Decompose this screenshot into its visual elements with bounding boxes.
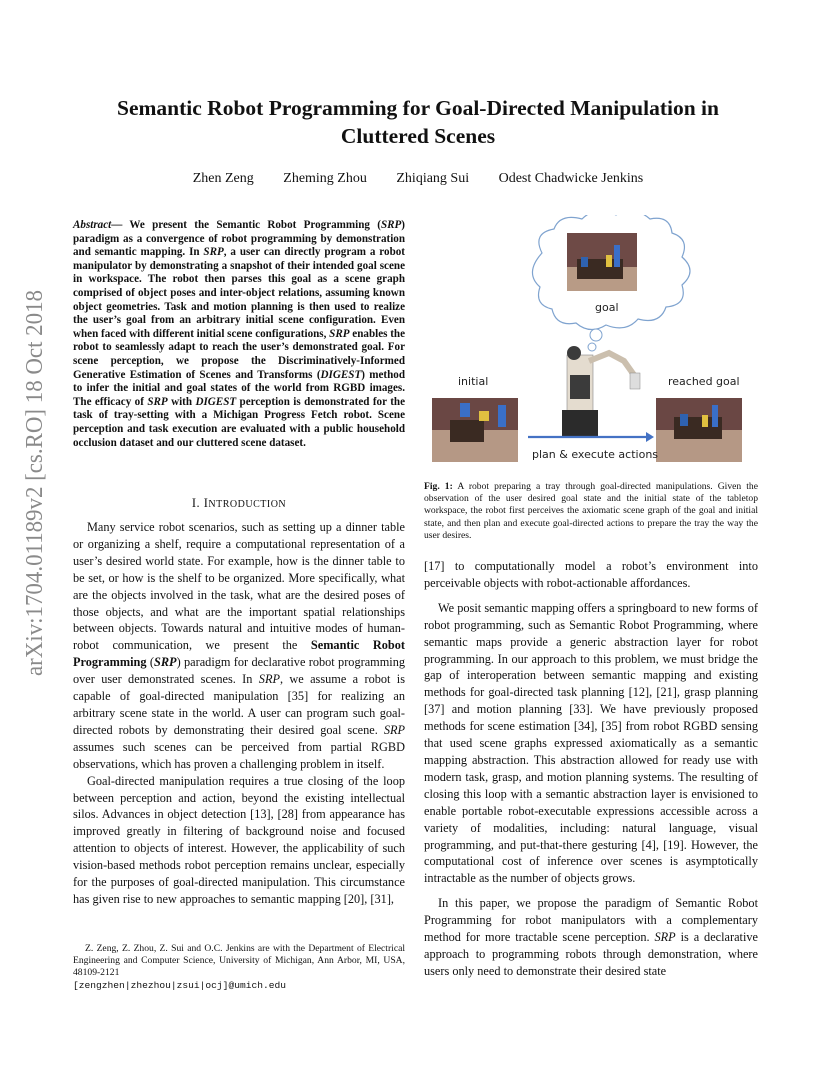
paragraph: In this paper, we propose the paradigm of Semantic Robot Programming for robot manipulators with a complementary method for more tractable scene perception. SRP is a declarative approach to programming robots through demonstration, where users only need to demonstrate their desired state xyxy=(424,896,758,978)
figure-label-arrow: plan & execute actions xyxy=(532,448,659,461)
author-name: Odest Chadwicke Jenkins xyxy=(498,171,644,186)
paper-title xyxy=(60,94,776,150)
goal-scene-photo xyxy=(567,233,637,291)
author-name: Zheming Zhou xyxy=(283,171,367,186)
figure-1-caption xyxy=(424,481,758,542)
paragraph: Many service robot scenarios, such as setting up a dinner table or organizing a shelf, require a computational representation of a user’s desired world state. For example, how is the dinner table to be set, or how is the shelf to be organized. More specifically, what are the objects involved in the task, what are the desired poses of those objects, and what are the important spatial relationships between objects. Towards natural and intuitive modes of human-robot communication, we present the Semantic Robot Programming (SRP) paradigm for declarative robot programming over user demonstrated scenes. In SRP, we assume a robot is capable of goal-directed manipulation [35] for realizing an arbitrary scene state in the world. A user can program such goal-directed robots by demonstrating their desired goal scene. SRP assumes such scenes can be perceived from partial RGBD observations, which has proven a challenging problem in itself. xyxy=(73,520,405,771)
figure-label-initial: initial xyxy=(458,375,489,388)
footnote-emails: [zengzhen|zhezhou|zsui|ocj]@umich.edu xyxy=(73,979,287,991)
figure-1-illustration xyxy=(424,215,758,465)
reached-goal-photo xyxy=(656,398,742,462)
author-list xyxy=(60,171,776,187)
thought-bubble xyxy=(590,329,602,341)
paper-title-line1: Semantic Robot Programming for Goal-Directed Manipulation in xyxy=(117,96,719,120)
figure-1 xyxy=(424,215,758,465)
thought-bubble xyxy=(588,343,596,351)
paragraph: We posit semantic mapping offers a springboard to new forms of robot programming, such as Semantic Robot Programming, where semantic maps provide a generic abstraction layer for robot programming. In our approach to this problem, we must bridge the gap of interoperation between semantic mapping and existing methods for goal-directed task planning [12], [21], grasp planning [37] and motion planning [33]. We have previously proposed methods for scene estimation [34], [35] from robot RGBD sensing that used scene graphs expressed axiomatically as a semantic mapping abstraction. This abstraction allowed for ready use with modern task, grasp, and motion planning systems. The resulting of closing this loop with a semantic abstraction layer is envisioned to enable portable robot-executable expressions accessible across a variety of modalities, including: natural language, visual programming, and put-that-there gesturing [4], [19]. However, the computational cost of inference over scenes is asymptotically intractable as the number of objects grows. xyxy=(424,600,758,886)
footnote-text: Z. Zeng, Z. Zhou, Z. Sui and O.C. Jenkins are with the Department of Electrical Engineering and Computer Science, University of Michigan, Ann Arbor, MI, USA, 48109-2121 xyxy=(73,943,405,979)
figure-label-reached-goal: reached goal xyxy=(668,375,740,388)
paragraph: [17] to computationally model a robot’s environment into perceivable objects with robot-actionable affordances. xyxy=(424,559,758,590)
arxiv-identifier xyxy=(8,288,52,678)
intro-left-column xyxy=(73,519,405,908)
author-name: Zhen Zeng xyxy=(192,171,254,186)
author-name: Zhiqiang Sui xyxy=(396,171,470,186)
abstract-label: Abstract xyxy=(73,219,112,231)
fetch-robot xyxy=(562,346,640,436)
arxiv-identifier-text: arXiv:1704.01189v2 [cs.RO] 18 Oct 2018 xyxy=(22,288,48,676)
figure-label-goal: goal xyxy=(595,301,619,314)
abstract-text: We present the Semantic Robot Programming (SRP) paradigm as a convergence of robot programming by demonstration and semantic mapping. In SRP, a user can directly program a robot manipulator by demonstrating a snapshot of their intended goal scene in workspace. The robot then parses this goal as a scene graph comprised of object poses and inter-object relations, assuming known object geometries. Task and motion planning is then used to realize the user’s goal from an arbitrary initial scene configuration. Even when faced with different initial scene configurations, SRP enables the robot to seamlessly adapt to reach the user’s demonstrated goal. For scene perception, we propose the Discriminatively-Informed Generative Estimation of Scenes and Transforms (DIGEST) method to infer the initial and goal states of the world from RGBD images. The efficacy of SRP with DIGEST perception is demonstrated for the task of tray-setting with a Michigan Progress Fetch robot. Scene perception and task execution are evaluated with a public household occlusion dataset and our cluttered scene dataset. xyxy=(73,219,406,449)
caption-label: Fig. 1: xyxy=(424,481,453,492)
affiliation-footnote xyxy=(73,943,405,992)
abstract: Abstract— We present the Semantic Robot Programming (SRP) paradigm as a convergence of robot programming by demonstration and semantic mapping. In SRP, a user can directly program a robot manipulator by demonstrating a snapshot of their intended goal scene in workspace. The robot then parses this goal as a scene graph comprised of object poses and inter-object relations, assuming known object geometries. Task and motion planning is then used to realize the user’s goal from an arbitrary initial scene configuration. Even when faced with different initial scene configurations, SRP enables the robot to seamlessly adapt to reach the user’s demonstrated goal. For scene perception, we propose the Discriminatively-Informed Generative Estimation of Scenes and Transforms (DIGEST) method to infer the initial and goal states of the world from RGBD images. The efficacy of SRP with DIGEST perception is demonstrated for the task of tray-setting with a Michigan Progress Fetch robot. Scene perception and task execution are evaluated with a public household occlusion dataset and our cluttered scene dataset. xyxy=(73,219,406,449)
intro-right-column xyxy=(424,558,758,980)
paragraph: Goal-directed manipulation requires a true closing of the loop between perception and action, beyond the existing intellectual silos. Advances in object detection [13], [28] from appearance has improved greatly in filtering of background noise and focused attention to objects of interest. However, the applicability of such vision-based methods robot perception remains unclear, especially for the purposes of goal-directed manipulation. This circumstance has given rise to new approaches to semantic mapping [20], [31], xyxy=(73,773,405,906)
caption-text: A robot preparing a tray through goal-directed manipulations. Given the observation of the user desired goal state and the initial state of the tabletop workspace, the robot first perceives the axiomatic scene graph of the goal and initial state, and then plan and execute goal-directed actions to prepare the tray the way the user desires. xyxy=(424,481,758,541)
initial-scene-photo xyxy=(432,398,518,462)
paper-title-line2: Cluttered Scenes xyxy=(340,124,496,148)
section-heading: I. INTRODUCTION xyxy=(191,496,287,510)
